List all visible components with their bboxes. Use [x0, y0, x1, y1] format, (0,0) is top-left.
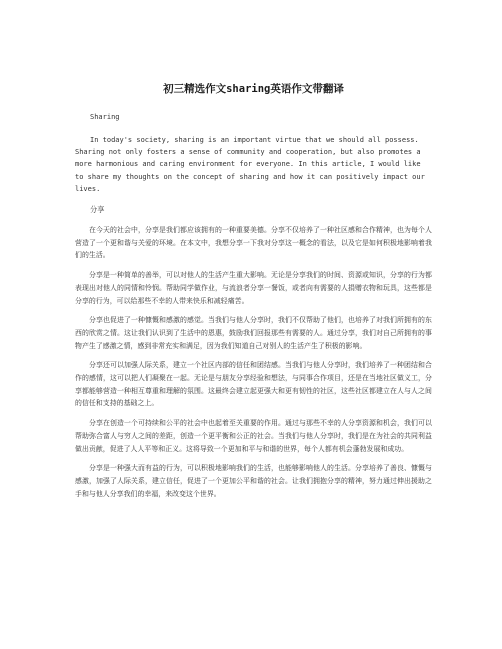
english-paragraph: In today's society, sharing is an important virtue that we should all possess. Sharing not only fosters a sense of community and cooperation, but also promotes a more harmonious and caring environment for everyone. In this article, I would like to share my thoughts on the concept of sharing and how it can positively impact our lives. [75, 136, 425, 193]
chinese-paragraph-6: 分享是一种强大而有益的行为，可以积极地影响我们的生活，也能够影响他人的生活。分享培养了善良、慷慨与感激，加强了人际关系，建立信任，促进了一个更加公平和谐的社会。让我们拥抱分享的精神，努力通过伸出援助之手和与他人分享我们的幸福，来改变这个世界。 [75, 464, 432, 498]
chinese-paragraph-2: 分享是一种简单的善举，可以对他人的生活产生重大影响。无论是分享我们的时间、资源或知识，分享的行为都表现出对他人的同情和怜悯。帮助同学做作业，与流浪者分享一餐饭，或者向有需要的人捐赠衣物和玩具，这些都是分享的行为，可以给那些不幸的人带来快乐和减轻痛苦。 [75, 271, 432, 305]
page-title: 初三精选作文sharing英语作文带翻译 [163, 83, 344, 95]
chinese-paragraph-3: 分享也促进了一种慷慨和感激的感觉。当我们与他人分享时，我们不仅帮助了他们，也培养了对我们所拥有的东西的欣赏之情。这让我们认识到了生活中的恩惠，鼓励我们回报那些有需要的人。通过分享，我们对自己所拥有的事物产生了感激之情，感到非常充实和满足，因为我们知道自己对别人的生活产生了积极的影响。 [75, 316, 432, 350]
chinese-paragraph-1: 在今天的社会中，分享是我们都应该拥有的一种重要美德。分享不仅培养了一种社区感和合作精神，也为每个人营造了一个更和谐与关爱的环境。在本文中，我想分享一下我对分享这一概念的看法，以及它是如何积极地影响着我们的生活。 [75, 226, 432, 260]
chinese-paragraph-5: 分享在创造一个可持续和公平的社会中也起着至关重要的作用。通过与那些不幸的人分享资源和机会，我们可以帮助弥合富人与穷人之间的差距，创造一个更平衡和公正的社会。当我们与他人分享时，我们是在为社会的共同利益做出贡献，促进了人人平等和正义。这将导致一个更加和平与和谐的世界，每个人都有机会蓬勃发展和成功。 [75, 419, 432, 453]
chinese-paragraph-4: 分享还可以加强人际关系，建立一个社区内部的信任和团结感。当我们与他人分享时，我们培养了一种团结和合作的感情，这可以把人们凝聚在一起。无论是与朋友分享经验和想法，与同事合作项目，还是在当地社区做义工，分享都能够营造一种相互尊重和理解的氛围。这最终会建立起更强大和更有韧性的社区，这些社区都建立在人与人之间的信任和支持的基础之上。 [75, 361, 432, 408]
english-heading: Sharing [90, 113, 120, 121]
chinese-heading: 分享 [90, 205, 105, 215]
